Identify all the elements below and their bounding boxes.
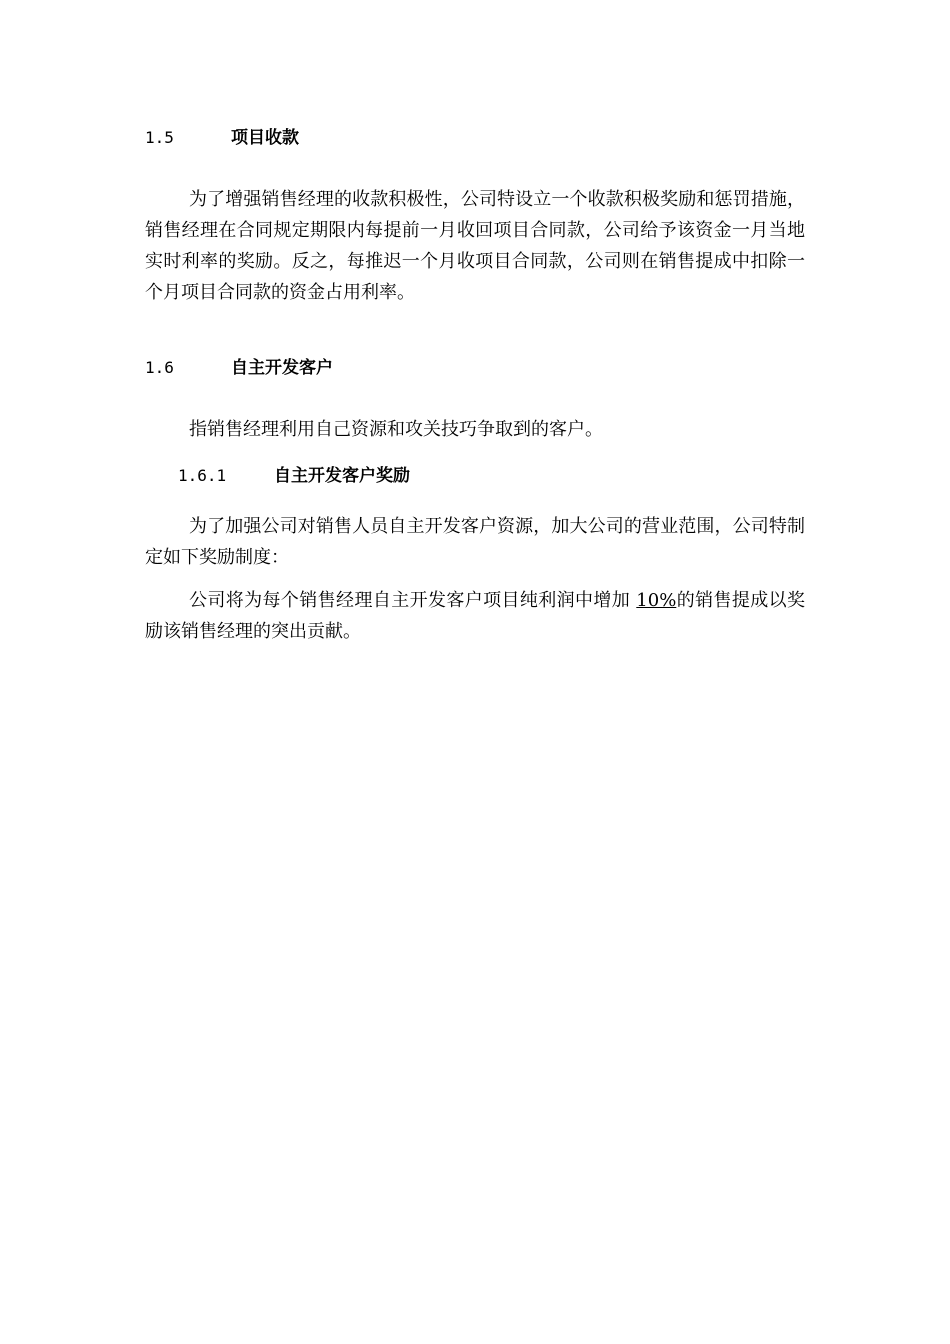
section-number: 1.6 — [145, 358, 174, 377]
reward-percentage: 10% — [636, 590, 677, 611]
reward-text-before: 公司将为每个销售经理自主开发客户项目纯利润中增加 — [189, 590, 637, 611]
paragraph-project-payment: 为了增强销售经理的收款积极性，公司特设立一个收款积极奖励和惩罚措施，销售经理在合同规定期限内每提前一月收回项目合同款，公司给予该资金一月当地实时利率的奖励。反之，每推迟一个月收项目合同款，公司则在销售提成中扣除一个月项目合同款的资金占用利率。 — [145, 189, 805, 303]
section-title: 自主开发客户 — [231, 358, 333, 378]
section-number: 1.6.1 — [178, 466, 227, 485]
paragraph-reward-detail — [145, 585, 805, 647]
paragraph-self-developed-clients: 指销售经理利用自己资源和攻关技巧争取到的客户。 — [189, 419, 603, 440]
reward-text-after: 的销售提成以奖励该销售经理的突出贡献。 — [145, 590, 805, 642]
paragraph-reward-intro: 为了加强公司对销售人员自主开发客户资源，加大公司的营业范围，公司特制定如下奖励制度： — [145, 516, 805, 568]
section-title: 项目收款 — [231, 128, 299, 148]
section-number: 1.5 — [145, 128, 174, 147]
section-title: 自主开发客户奖励 — [274, 466, 410, 486]
